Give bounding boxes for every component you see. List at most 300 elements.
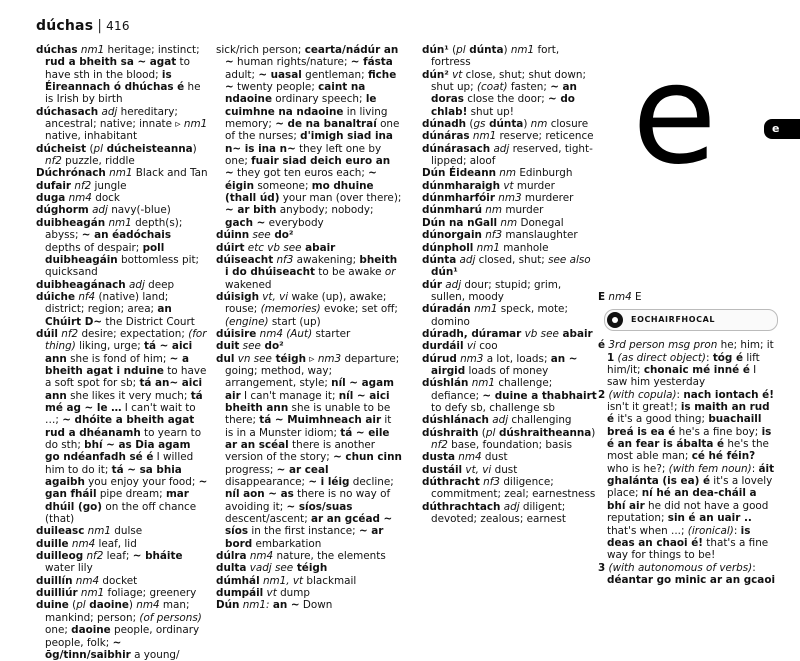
italic-label: nm1	[473, 241, 500, 254]
dictionary-entry	[422, 69, 598, 118]
bold-text: duga	[36, 192, 66, 205]
gloss-text: you enjoy your food;	[84, 476, 199, 489]
italic-label: nm4	[605, 291, 632, 303]
bold-text: mo dhuine (thall úd)	[225, 179, 374, 205]
gloss-text: reserve; reticence	[496, 130, 594, 143]
gloss-text: it's a good thing;	[614, 413, 709, 426]
gloss-text: nature, the elements	[273, 550, 386, 563]
italic-label: nf2	[71, 179, 92, 192]
bold-text: ~ uasal	[258, 68, 302, 81]
gloss-text: man; mankind; person;	[45, 599, 190, 624]
italic-label: nm1	[77, 587, 105, 600]
gloss-text: pipe dream;	[96, 488, 166, 501]
gloss-text: diligence; commitment; zeal; earnestness	[431, 476, 596, 501]
gloss-text: on the off chance (that)	[45, 500, 197, 526]
italic-label: vt, vi	[462, 463, 492, 476]
bold-text: dúnta	[422, 253, 457, 266]
gloss-text: I willed him to do it;	[45, 451, 194, 476]
bold-text: cé hé féin?	[691, 450, 756, 463]
gloss-text: murder	[502, 204, 544, 217]
gloss-text: decline;	[349, 476, 394, 489]
gloss-text: he did not have a good reputation;	[607, 499, 769, 525]
gloss-text: jungle	[91, 179, 127, 192]
gloss-text: in the first instance;	[248, 525, 359, 538]
italic-label: nm4	[136, 599, 160, 612]
gloss-text: fort, fortress	[431, 44, 560, 69]
gloss-text: dust	[481, 451, 508, 464]
italic-label: or	[384, 266, 396, 279]
dictionary-entry	[422, 303, 598, 328]
italic-label: nm1	[105, 167, 133, 180]
bold-text: dúnta	[465, 44, 504, 56]
bold-text: dúnta	[485, 118, 524, 131]
italic-label: nm1	[470, 303, 498, 316]
bold-text: dúil	[36, 327, 58, 340]
dictionary-entry	[36, 204, 208, 216]
dictionary-entry	[36, 143, 208, 168]
bold-text: is deas an chaoi é!	[607, 524, 751, 549]
column-1	[36, 44, 208, 661]
bold-text: é	[598, 339, 606, 352]
gloss-text: wake (up), awake; rouse;	[225, 290, 387, 316]
bold-text: d'imigh siad ina n~ is ina n~	[225, 130, 393, 155]
gloss-text: anybody; nobody;	[276, 204, 374, 217]
bold-text: E	[598, 291, 606, 303]
italic-label: nm1	[84, 525, 111, 538]
italic-label: (ironical)	[687, 524, 734, 537]
gloss-text: adult;	[225, 68, 259, 81]
bold-text: dún²	[422, 68, 449, 81]
bold-text: bheith i do dhúiseacht	[225, 253, 398, 279]
dictionary-entry	[422, 328, 598, 340]
italic-label: (for thing)	[45, 327, 207, 353]
bold-text: bhí ~ as Dia agam go ndéanfadh sé é	[45, 439, 191, 464]
bold-text: ~ ar ceal	[276, 463, 329, 476]
gloss-text: dust	[491, 463, 518, 476]
bold-text: ~ do chlab!	[431, 93, 575, 118]
dictionary-entry	[36, 192, 208, 204]
bold-text: daoine	[85, 599, 129, 612]
italic-label: nm4	[65, 192, 92, 205]
gloss-text: :	[676, 388, 684, 401]
bold-text: ~ chun cinn	[333, 451, 402, 464]
bold-text: dul	[216, 352, 235, 365]
bold-text: is maith an rud é	[607, 401, 770, 426]
italic-label: nf3	[481, 229, 503, 242]
bold-text: daoine	[71, 624, 111, 637]
italic-label: adj	[88, 204, 108, 217]
gloss-text: puzzle, riddle	[61, 155, 135, 168]
bold-text: chonaic mé inné é	[643, 364, 750, 377]
bold-text: dúshraitheanna	[495, 426, 592, 439]
header-headword: dúchas	[36, 18, 94, 34]
bold-text: Dún	[216, 599, 240, 612]
italic-label: nm	[497, 216, 518, 229]
bold-text: dúnáras	[422, 130, 470, 143]
gloss-text: they left one by one;	[225, 142, 382, 168]
gloss-text: shut up!	[467, 105, 514, 118]
italic-label: nm3	[317, 352, 342, 365]
bold-text: ~ duine a thabhairt	[482, 389, 597, 402]
bold-text: abair	[558, 327, 593, 340]
dictionary-entry	[422, 501, 598, 526]
italic-label: gs	[473, 118, 486, 131]
gloss-text: E	[631, 291, 642, 303]
bold-text: dúshlánach	[422, 414, 489, 427]
gloss-text: Black and Tan	[132, 167, 208, 180]
gloss-text: she is unable to be there;	[225, 401, 391, 427]
dictionary-entry	[36, 106, 208, 143]
dictionary-entry	[422, 353, 598, 378]
italic-label: nm3	[456, 352, 484, 365]
running-header	[36, 18, 130, 34]
gloss-text: that's when ...;	[607, 524, 688, 537]
gloss-text: there is no way of avoiding it;	[225, 488, 391, 513]
bold-text: sin é an uair ..	[667, 512, 752, 525]
italic-label: nf2	[57, 327, 79, 340]
gloss-text: navy(-blue)	[107, 204, 171, 217]
dictionary-entry	[36, 575, 208, 587]
bold-text: Dún Éideann	[422, 167, 496, 180]
italic-label: (coat)	[476, 81, 508, 94]
bold-text: dúradán	[422, 303, 471, 316]
bold-text: dúnmharaigh	[422, 179, 501, 192]
italic-label: (with autonomous of verbs)	[605, 561, 753, 574]
bold-text: ~ i léig	[308, 476, 350, 489]
gloss-text: to defy sb, challenge sb	[431, 401, 555, 414]
dictionary-entry	[422, 340, 598, 352]
bold-text: do²	[260, 340, 284, 353]
gloss-text: lift him/it;	[607, 351, 760, 377]
bold-text: 1	[607, 351, 615, 364]
dictionary-entry	[36, 587, 208, 599]
italic-label: vadj see	[246, 562, 294, 575]
bold-text: ~ síos/suas	[286, 500, 353, 513]
bold-text: duileasc	[36, 525, 85, 538]
gloss-text: ▹	[305, 352, 318, 365]
italic-label: adj	[488, 414, 509, 427]
bold-text: tóg é	[712, 351, 744, 364]
gloss-text: your man (over there);	[279, 192, 402, 205]
gloss-text: (	[86, 142, 94, 155]
dictionary-entry	[36, 538, 208, 550]
italic-label: see also	[548, 253, 591, 266]
gloss-text: coo	[475, 340, 498, 353]
bold-text: duillín	[36, 574, 73, 587]
gloss-text: docket	[99, 574, 138, 587]
bold-text: poll duibheagáin	[45, 241, 165, 266]
bold-text: déantar go minic ar an gcaoi	[607, 573, 776, 586]
gloss-text: leaf;	[103, 550, 133, 563]
bold-text: buachaill breá is ea é	[607, 413, 762, 438]
gloss-text: speck, mote; domino	[431, 303, 568, 328]
italic-label: vt, vi	[258, 290, 289, 303]
italic-label: nm	[496, 167, 517, 180]
gloss-text: Down	[299, 599, 333, 612]
bold-text: dún¹	[431, 266, 458, 279]
gloss-text: she is fond of him;	[66, 352, 170, 365]
bold-text: duilleog	[36, 550, 84, 563]
bold-text: dúnpholl	[422, 241, 474, 254]
bold-text: le cuimhne na ndaoine	[225, 93, 377, 118]
bold-text: dumpáil	[216, 587, 264, 600]
bold-text: ~ éigin	[225, 167, 377, 192]
bold-text: ~ de na banaltraí	[275, 118, 377, 131]
gloss-text: to have sth in the blood;	[45, 56, 190, 81]
dictionary-entry	[422, 279, 598, 304]
bold-text: dúcheist	[36, 142, 87, 155]
bold-text: dufair	[36, 179, 72, 192]
bold-text: rud a bheith sa ~ agat	[45, 56, 177, 69]
bold-text: duibheagánach	[36, 278, 126, 291]
gloss-text: awakening;	[293, 253, 360, 266]
bold-text: mar dhúil (go)	[45, 488, 189, 513]
italic-label: nf2	[45, 155, 62, 168]
dictionary-entry	[216, 353, 402, 551]
gloss-text: who is he?;	[607, 462, 669, 475]
gloss-text: (	[478, 426, 486, 439]
dictionary-entry	[422, 143, 598, 168]
bold-text: dúnmharfóir	[422, 192, 495, 205]
bold-text: dúnadh	[422, 118, 467, 131]
bold-text: 2	[598, 388, 606, 401]
gloss-text: )	[591, 426, 596, 439]
bold-text: dún¹	[422, 44, 449, 56]
bold-text: ~ gan fháil	[45, 476, 208, 501]
bold-text: ~ a bheith agat i nduine	[45, 352, 189, 377]
bold-text: níl ~ agam air	[225, 377, 394, 402]
bold-text: gach ~	[225, 216, 266, 229]
gloss-text: (	[466, 118, 474, 131]
gloss-text: I can't wait to …;	[45, 401, 196, 427]
dictionary-entry	[422, 130, 598, 142]
dictionary-entry	[422, 464, 598, 476]
italic-label: vt	[500, 179, 514, 192]
italic-label: nm1	[510, 44, 535, 56]
italic-label: (with copula)	[605, 388, 677, 401]
keyword-label: EOCHAIRFHOCAL	[631, 315, 716, 325]
gloss-text: close the door;	[463, 93, 549, 106]
gloss-text: they got ten euros each;	[233, 167, 369, 180]
bold-text: ~ bháite	[132, 550, 183, 563]
bold-text: dúiseacht	[216, 253, 274, 266]
column-3	[422, 44, 598, 525]
gloss-text: the District Court	[102, 315, 195, 328]
dictionary-entry	[216, 599, 402, 611]
italic-label: nm	[530, 118, 548, 131]
italic-label: nf4	[75, 290, 96, 303]
gloss-text: depth(s); abyss;	[45, 216, 183, 242]
italic-label: nm1, vt	[259, 574, 304, 587]
dictionary-entry	[36, 550, 208, 575]
dictionary-entry	[216, 328, 402, 340]
gloss-text: one of the nurses;	[225, 118, 400, 143]
bold-text: dúlra	[216, 550, 247, 563]
bold-text: dúthrachtach	[422, 500, 501, 513]
dictionary-entry	[36, 599, 208, 661]
gloss-text: human rights/nature;	[233, 56, 351, 69]
gloss-text: :	[751, 462, 759, 475]
bold-text: fuair siad deich euro an ~	[225, 155, 391, 180]
gloss-text: )	[523, 118, 531, 131]
bold-text: cearta/nádúr an ~	[225, 44, 399, 69]
italic-label: nm4	[455, 451, 482, 464]
gloss-text: deep	[144, 278, 175, 291]
bold-text: dúcheisteanna	[103, 142, 193, 155]
gloss-text: (	[448, 44, 457, 56]
dictionary-entry	[422, 427, 598, 452]
gloss-text: water lily	[45, 562, 93, 575]
dictionary-entry	[216, 242, 402, 254]
bold-text: an Chúirt D~	[45, 303, 172, 328]
gloss-text: starter	[312, 327, 351, 340]
italic-label: nm4	[68, 537, 96, 550]
gloss-text: closure	[547, 118, 589, 131]
gloss-text: base, foundation; basis	[447, 439, 573, 451]
gloss-text: dump	[276, 587, 310, 600]
gloss-text: sick/rich person;	[216, 44, 305, 56]
italic-label: nm1	[469, 130, 497, 143]
italic-label: adj	[125, 278, 145, 291]
italic-label: nm4 (Aut)	[256, 327, 313, 340]
bold-text: níl ~ aici bheith ann	[225, 389, 390, 414]
bold-text: 3	[598, 561, 606, 574]
italic-label: vn see	[234, 352, 272, 365]
dictionary-entry	[216, 229, 402, 241]
dictionary-entry	[216, 562, 402, 574]
italic-label: pl	[93, 142, 103, 155]
bold-text: dúchasach	[36, 105, 99, 118]
bold-text: ~ an éadóchais	[81, 229, 172, 242]
dictionary-entry	[422, 254, 598, 279]
dictionary-entry	[422, 377, 598, 414]
bold-text: is é an fear is ábalta é	[607, 425, 772, 451]
gloss-text: loads of money	[465, 364, 549, 377]
italic-label: pl	[485, 426, 496, 439]
bold-text: ní hé an dea-cháil a bhí air	[607, 487, 757, 512]
bold-text: téigh	[293, 562, 328, 575]
bold-text: ~ ōg/tinn/saibhir	[45, 636, 131, 661]
bold-text: dúisire	[216, 327, 257, 340]
gloss-text: :	[752, 561, 756, 574]
italic-label: vb see	[521, 327, 559, 340]
bold-text: dúchas	[36, 44, 78, 56]
keyword-box-header	[604, 309, 778, 331]
keyword-sense	[598, 389, 778, 562]
bold-text: fiche ~	[225, 68, 397, 94]
gloss-text: one;	[45, 624, 72, 637]
italic-label: nm1	[468, 377, 496, 390]
dictionary-entry	[36, 44, 208, 106]
gloss-text: in living memory;	[225, 105, 388, 131]
keyword-sense	[598, 562, 778, 587]
bold-text: téigh	[271, 352, 306, 365]
gloss-text: reserved, tight-lipped; aloof	[431, 142, 593, 168]
gloss-text: fasten;	[507, 81, 551, 94]
dictionary-entry	[36, 328, 208, 526]
dictionary-entry	[422, 229, 598, 241]
gloss-text: descent/ascent;	[225, 513, 312, 526]
dictionary-entry	[216, 587, 402, 599]
bold-text: duibheagán	[36, 216, 106, 229]
gloss-text: I saw him yesterday	[607, 364, 757, 389]
bold-text: tá mé ag ~ le …	[45, 389, 203, 414]
italic-label: nm1:	[239, 599, 273, 612]
bold-text: dúshlán	[422, 377, 469, 390]
gloss-text: evoke; set off;	[320, 303, 398, 316]
keyword-bullet-icon	[607, 312, 623, 328]
gloss-text: diligent; devoted; zealous; earnest	[431, 500, 566, 526]
dictionary-entry	[422, 44, 598, 69]
bold-text: ~ ar bord	[225, 525, 384, 550]
bold-text: Dún na nGall	[422, 216, 498, 229]
bold-text: dúghorm	[36, 204, 89, 217]
italic-label: adj	[441, 278, 462, 291]
gloss-text: to yearn to do sth;	[45, 426, 202, 451]
gloss-text: (native) land; district; region; area;	[45, 290, 169, 316]
italic-label: nm1	[105, 216, 132, 229]
dictionary-entry	[216, 254, 402, 291]
gloss-text: )	[128, 599, 137, 612]
thumb-index-tab[interactable]: e	[764, 119, 800, 139]
italic-label: etc vb see	[244, 241, 302, 254]
gloss-text: manslaughter	[502, 229, 578, 242]
italic-label: see	[249, 229, 271, 242]
gloss-text: liking, urge;	[75, 340, 145, 353]
bold-text: abair	[301, 241, 336, 254]
dictionary-entry	[216, 575, 402, 587]
bold-text: dúiche	[36, 290, 76, 303]
gloss-text: a young/	[130, 648, 180, 661]
bold-text: dúr	[422, 278, 442, 291]
italic-label: nm1	[183, 118, 208, 131]
bold-text: tá ~ eile ar an scéal	[225, 426, 390, 451]
bold-text: nach iontach é!	[683, 388, 774, 401]
dictionary-entry	[36, 180, 208, 192]
gloss-text: start (up)	[268, 315, 321, 328]
bold-text: duit	[216, 340, 240, 353]
italic-label: nm	[482, 204, 503, 217]
gloss-text: there is another version of the story;	[225, 439, 376, 464]
bold-text: dúnmharú	[422, 204, 482, 217]
italic-label: 3rd person msg pron	[605, 339, 718, 352]
italic-label: vt	[448, 68, 463, 81]
gloss-text: she likes it very much;	[66, 389, 191, 402]
bold-text: durdáil	[422, 340, 464, 353]
italic-label: (with fem noun)	[668, 462, 752, 475]
gloss-text: :	[706, 351, 713, 364]
bold-text: caint na ndaoine	[225, 81, 366, 106]
gloss-text: progress;	[225, 463, 277, 476]
bold-text: tá ~ sa bhia agaibh	[45, 463, 182, 489]
bold-text: ar an gcéad ~ síos	[225, 513, 393, 538]
gloss-text: murder	[513, 179, 555, 192]
dictionary-entry	[422, 451, 598, 463]
bold-text: dusta	[422, 451, 455, 464]
gloss-text: manhole	[499, 241, 549, 254]
dictionary-entry	[216, 340, 402, 352]
gloss-text: challenge; defiance;	[431, 377, 553, 402]
bold-text: ~ dhóite a bheith agat rud a dhéanamh	[45, 414, 195, 439]
bold-text: ~ an doras	[431, 81, 577, 106]
dictionary-entry	[422, 242, 598, 254]
dictionary-entry	[422, 217, 598, 229]
gloss-text: close, shut; shut down; shut up;	[431, 68, 586, 94]
gloss-text: leaf, lid	[95, 537, 137, 550]
gloss-text: someone;	[254, 179, 312, 192]
dictionary-entry	[422, 476, 598, 501]
gloss-text: desire; expectation;	[78, 327, 189, 340]
